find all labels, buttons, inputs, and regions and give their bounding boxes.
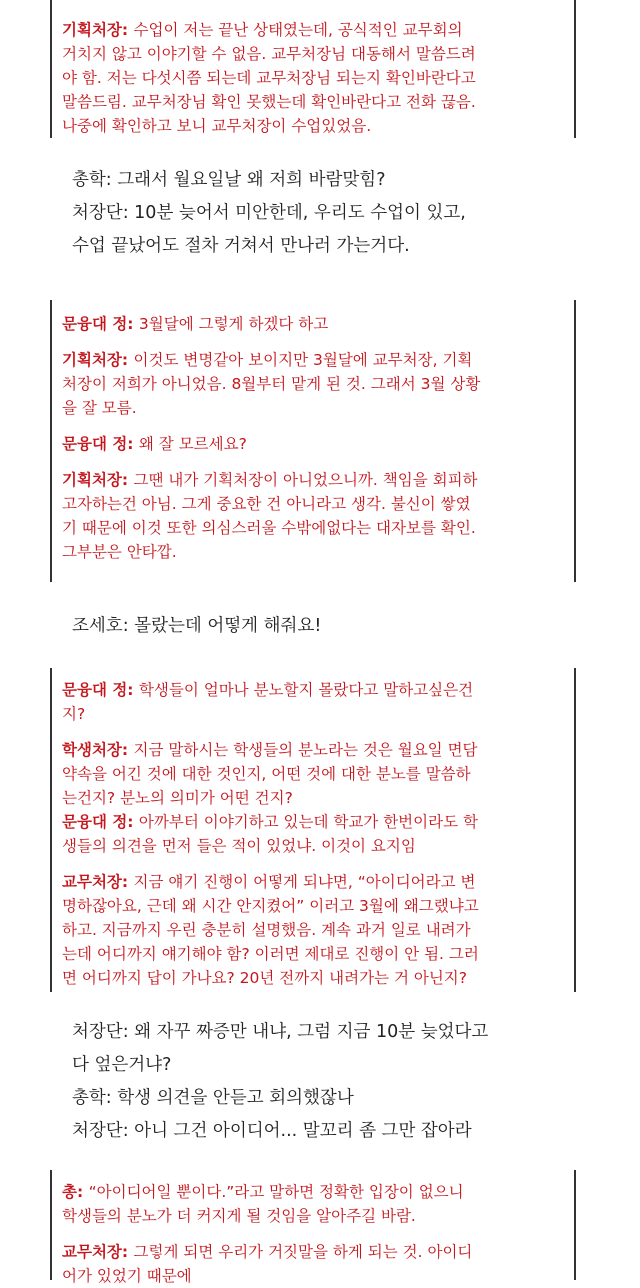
speech-line: 어가 있었기 때문에 <box>62 1267 192 1285</box>
speech-line: 그렇게 되면 우리가 거짓말을 하게 되는 것. 아이디 <box>133 1243 473 1261</box>
dialogue-line: 총학: 학생 의견을 안듣고 회의했잖나 <box>72 1088 354 1108</box>
speech-line: 을 잘 모름. <box>62 399 137 417</box>
speech-line: 약속을 어긴 것에 대한 것인지, 어떤 것에 대한 분노를 말씀하 <box>62 765 471 783</box>
speech-line: 지금 말하시는 학생들의 분노라는 것은 월요일 면담 <box>133 741 478 759</box>
dialogue-line: 조세호: 몰랐는데 어떻게 해줘요! <box>72 616 322 636</box>
dialogue-line: 처장단: 아니 그건 아이디어... 말꼬리 좀 그만 잡아라 <box>72 1121 472 1141</box>
speech-line: 는건지? 분노의 의미가 어떤 건지? <box>62 789 293 807</box>
speech-entry: 총: “아이디어일 뿐이다.”라고 말하면 정확한 입장이 없으니 학생들의 분노가 더 커지게 될 것임을 알아주길 바람. <box>62 1183 464 1225</box>
speaker-label: 문융대 정 <box>62 681 128 699</box>
speech-line: 이것도 변명같아 보이지만 3월달에 교무처장, 기획 <box>133 351 473 369</box>
dialogue-line: 수업 끝났어도 절차 거쳐서 만나러 가는거다. <box>72 236 410 256</box>
speaker-label: 기획처장 <box>62 21 122 39</box>
speech-line: 지? <box>62 705 86 723</box>
speaker-label: 기획처장 <box>62 351 122 369</box>
speech-line: 아까부터 이야기하고 있는데 학교가 한번이라도 학 <box>138 813 478 831</box>
speaker-label: 학생처장 <box>62 741 122 759</box>
speech-entry: 교무처장: 지금 얘기 진행이 어떻게 되냐면, “아이디어라고 변 명하잖아요, 근데 왜 시간 안지켰어” 이러고 3월에 왜그랬냐고 하고. 지금까지 우린 충분히 설명했음. 계속 과거 일로 내려가 는데 어디까지 얘기해야 함? 이러면 제대로 진행이 안 됨. 그러 면 어디까지 답이 가나요? 20년 전까지 내려가는 거 아닌지? <box>62 873 479 987</box>
speech-line: 생들의 의견을 먼저 들은 적이 있었냐. 이것이 요지임 <box>62 837 416 855</box>
speech-entry: 학생처장: 지금 말하시는 학생들의 분노라는 것은 월요일 면담 약속을 어긴 것에 대한 것인지, 어떤 것에 대한 분노를 말씀하 는건지? 분노의 의미가 어떤 건지? <box>62 741 478 807</box>
speaker-label: 교무처장 <box>62 873 122 891</box>
speaker-label: 문융대 정 <box>62 315 128 333</box>
speech-entry: 기획처장: 수업이 저는 끝난 상태였는데, 공식적인 교무회의 거치지 않고 이야기할 수 없음. 교무처장님 대동해서 말씀드려 야 함. 저는 다섯시쯤 되는데 교무처장님 되는지 확인바란다고 말씀드림. 교무처장님 확인 못했는데 확인바란다고 전화 끊음. 나중에 확인하고 보니 교무처장이 수업있었음. <box>62 21 476 135</box>
speaker-label: 문융대 정 <box>62 435 128 453</box>
speech-entry: 문융대 정: 3월달에 그렇게 하겠다 하고 <box>62 315 329 333</box>
speech-entry: 교무처장: 그렇게 되면 우리가 거짓말을 하게 되는 것. 아이디 어가 있었기 때문에 <box>62 1243 473 1285</box>
speech-line: 왜 잘 모르세요? <box>138 435 247 453</box>
speech-line: 3월달에 그렇게 하겠다 하고 <box>138 315 329 333</box>
speaker-label: 문융대 정 <box>62 813 128 831</box>
quote-box-3 <box>50 668 576 992</box>
quote-box-1 <box>50 0 576 138</box>
speech-line: 학생들이 얼마나 분노할지 몰랐다고 말하고싶은건 <box>138 681 474 699</box>
speech-line: 면 어디까지 답이 가나요? 20년 전까지 내려가는 거 아닌지? <box>62 969 468 987</box>
speech-line: “아이디어일 뿐이다.”라고 말하면 정확한 입장이 없으니 <box>88 1183 464 1201</box>
speech-line: 처장이 저희가 아니었음. 8월부터 맡게 된 것. 그래서 3월 상황 <box>62 375 481 393</box>
speech-entry: 문융대 정: 왜 잘 모르세요? <box>62 435 247 453</box>
speaker-label: 기획처장 <box>62 471 122 489</box>
speech-entry: 문융대 정: 학생들이 얼마나 분노할지 몰랐다고 말하고싶은건 지? <box>62 681 474 723</box>
dialogue-block-1 <box>72 164 592 263</box>
dialogue-block-3 <box>72 1016 592 1148</box>
speaker-label: 교무처장 <box>62 1243 122 1261</box>
speech-line: 수업이 저는 끝난 상태였는데, 공식적인 교무회의 <box>133 21 463 39</box>
quote-box-4 <box>50 1170 576 1285</box>
dialogue-line: 처장단: 왜 자꾸 짜증만 내냐, 그럼 지금 10분 늦었다고 <box>72 1022 489 1042</box>
speech-entry: 기획처장: 이것도 변명같아 보이지만 3월달에 교무처장, 기획 처장이 저희가 아니었음. 8월부터 맡게 된 것. 그래서 3월 상황 을 잘 모름. <box>62 351 481 417</box>
dialogue-line: 다 엎은거냐? <box>72 1055 172 1075</box>
speaker-label: 총 <box>62 1183 77 1201</box>
speech-line: 고자하는건 아님. 그게 중요한 건 아니라고 생각. 불신이 쌓였 <box>62 495 471 513</box>
speech-line: 그부분은 안타깝. <box>62 543 177 561</box>
speech-line: 명하잖아요, 근데 왜 시간 안지켰어” 이러고 3월에 왜그랬냐고 <box>62 897 479 915</box>
speech-line: 말씀드림. 교무처장님 확인 못했는데 확인바란다고 전화 끊음. <box>62 93 476 111</box>
speech-line: 기 때문에 이것 또한 의심스러울 수밖에없다는 대자보를 확인. <box>62 519 476 537</box>
speech-line: 야 함. 저는 다섯시쯤 되는데 교무처장님 되는지 확인바란다고 <box>62 69 476 87</box>
dialogue-line: 총학: 그래서 월요일날 왜 저희 바람맞힘? <box>72 170 386 190</box>
speech-line: 지금 얘기 진행이 어떻게 되냐면, “아이디어라고 변 <box>133 873 476 891</box>
speech-line: 학생들의 분노가 더 커지게 될 것임을 알아주길 바람. <box>62 1207 416 1225</box>
speech-entry: 기획처장: 그땐 내가 기획처장이 아니었으니까. 책임을 회피하 고자하는건 아님. 그게 중요한 건 아니라고 생각. 불신이 쌓였 기 때문에 이것 또한 의심스러울 수밖에없다는 대자보를 확인. 그부분은 안타깝. <box>62 471 478 561</box>
speech-line: 하고. 지금까지 우린 충분히 설명했음. 계속 과거 일로 내려가 <box>62 921 471 939</box>
speech-line: 는데 어디까지 얘기해야 함? 이러면 제대로 진행이 안 됨. 그러 <box>62 945 479 963</box>
speech-line: 거치지 않고 이야기할 수 없음. 교무처장님 대동해서 말씀드려 <box>62 45 476 63</box>
dialogue-line: 처장단: 10분 늦어서 미안한데, 우리도 수업이 있고, <box>72 203 466 223</box>
dialogue-block-2 <box>72 610 592 643</box>
speech-line: 그땐 내가 기획처장이 아니었으니까. 책임을 회피하 <box>133 471 478 489</box>
quote-box-2 <box>50 300 576 582</box>
speech-line: 나중에 확인하고 보니 교무처장이 수업있었음. <box>62 117 372 135</box>
speech-entry: 문융대 정: 아까부터 이야기하고 있는데 학교가 한번이라도 학 생들의 의견을 먼저 들은 적이 있었냐. 이것이 요지임 <box>62 813 478 855</box>
